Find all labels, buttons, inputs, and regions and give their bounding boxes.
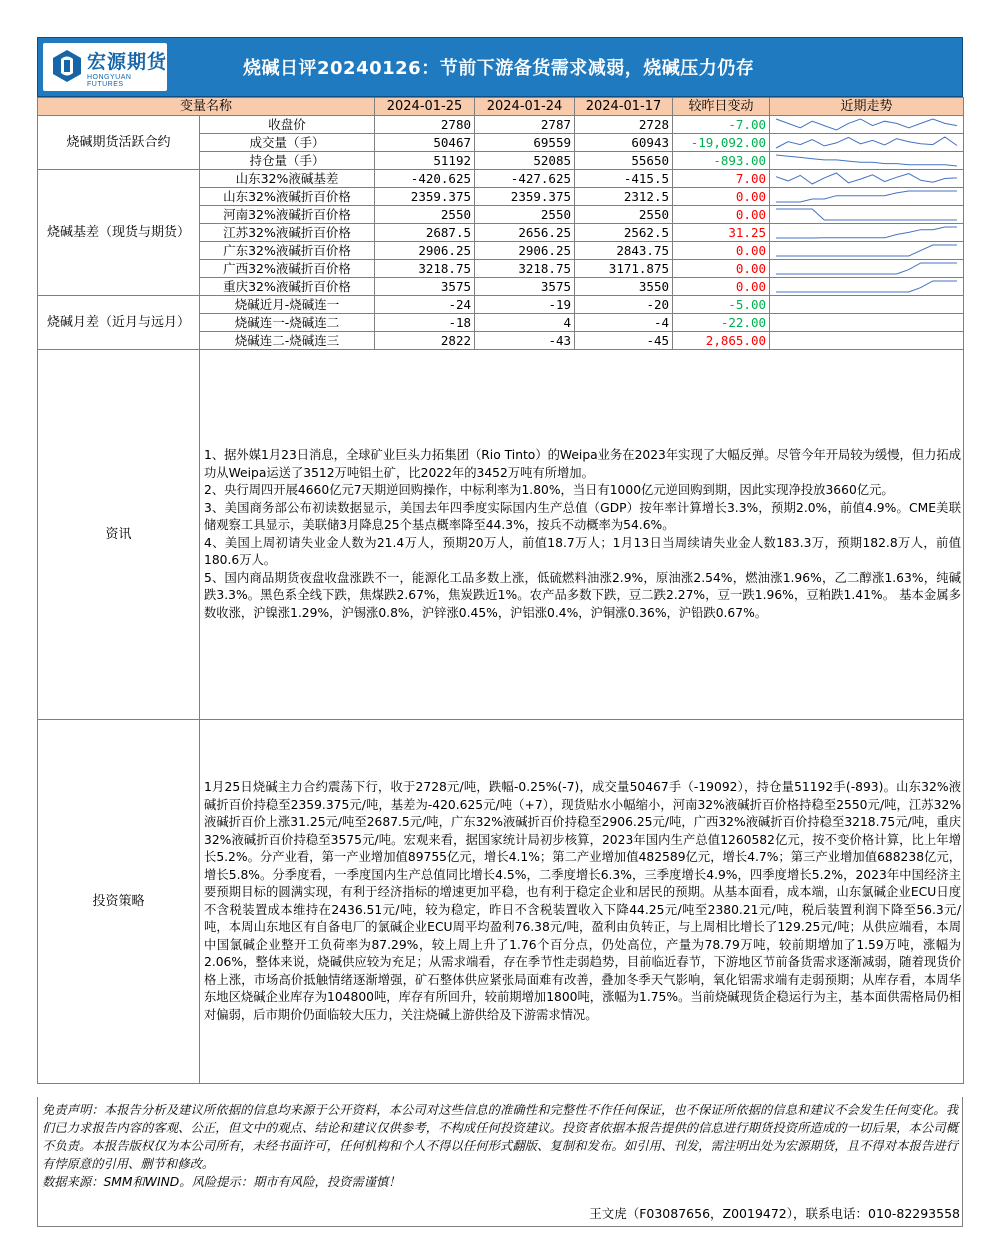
disclaimer-box: [37, 1097, 963, 1227]
indicator-name: 山东32%液碱基差: [200, 170, 375, 188]
group-label: 烧碱基差（现货与期货）: [38, 170, 200, 296]
indicator-value: 2359.375: [475, 188, 575, 206]
indicator-value: -4: [575, 314, 673, 332]
trend-sparkline: [770, 116, 964, 134]
sparkline-chart: [774, 152, 959, 169]
sparkline-series: [776, 281, 957, 292]
trend-sparkline: [770, 332, 964, 350]
table-row: [38, 296, 964, 314]
trend-sparkline: [770, 224, 964, 242]
indicator-name: 成交量（手）: [200, 134, 375, 152]
sparkline-series: [776, 173, 957, 184]
indicator-value: 2728: [575, 116, 673, 134]
daily-change: 7.00: [673, 170, 770, 188]
table-row: [38, 116, 964, 134]
strategy-label: 投资策略: [38, 720, 200, 1084]
sparkline-chart: [774, 278, 959, 295]
indicator-value: -427.625: [475, 170, 575, 188]
column-header: 近期走势: [770, 98, 964, 116]
column-header: 2024-01-25: [375, 98, 475, 116]
logo-english-name: HONGYUAN FUTURES: [87, 74, 132, 88]
sparkline-chart: [774, 116, 959, 133]
sparkline-series: [776, 263, 957, 274]
news-label: 资讯: [38, 350, 200, 720]
indicator-value: -18: [375, 314, 475, 332]
sparkline-series: [776, 119, 957, 130]
sparkline-chart: [774, 170, 959, 187]
trend-sparkline: [770, 152, 964, 170]
indicator-value: 2687.5: [375, 224, 475, 242]
indicator-value: 69559: [475, 134, 575, 152]
trend-sparkline: [770, 260, 964, 278]
news-item: 3、美国商务部公布初读数据显示，美国去年四季度实际国内生产总值（GDP）按年率计算增长3.3%，预期2.0%，前值4.9%。CME美联储观察工具显示，美联储3月降息25个基点概率降至44.3%，按兵不动概率为54.6%。: [204, 500, 962, 532]
daily-change: 0.00: [673, 188, 770, 206]
disclaimer-text: [42, 1101, 958, 1191]
daily-change: 31.25: [673, 224, 770, 242]
indicator-name: 江苏32%液碱折百价格: [200, 224, 375, 242]
trend-sparkline: [770, 206, 964, 224]
column-header: 较昨日变动: [673, 98, 770, 116]
indicator-value: 2550: [475, 206, 575, 224]
sparkline-series: [776, 209, 957, 220]
daily-change: -893.00: [673, 152, 770, 170]
indicator-name: 持仓量（手）: [200, 152, 375, 170]
trend-sparkline: [770, 278, 964, 296]
sparkline-series: [776, 137, 957, 148]
indicator-name: 广东32%液碱折百价格: [200, 242, 375, 260]
trend-sparkline: [770, 170, 964, 188]
trend-sparkline: [770, 134, 964, 152]
group-label: 烧碱期货活跃合约: [38, 116, 200, 170]
indicator-value: 4: [475, 314, 575, 332]
report-header: [37, 37, 963, 97]
indicator-name: 重庆32%液碱折百价格: [200, 278, 375, 296]
sparkline-chart: [774, 224, 959, 241]
daily-change: -22.00: [673, 314, 770, 332]
indicator-value: 51192: [375, 152, 475, 170]
indicator-value: 2312.5: [575, 188, 673, 206]
indicator-value: -415.5: [575, 170, 673, 188]
indicator-value: 3218.75: [375, 260, 475, 278]
indicator-value: 2359.375: [375, 188, 475, 206]
indicator-value: 52085: [475, 152, 575, 170]
daily-change: 2,865.00: [673, 332, 770, 350]
trend-sparkline: [770, 242, 964, 260]
indicator-value: 2843.75: [575, 242, 673, 260]
indicator-value: -43: [475, 332, 575, 350]
trend-sparkline: [770, 296, 964, 314]
column-header: 2024-01-24: [475, 98, 575, 116]
sparkline-chart: [774, 188, 959, 205]
indicator-value: 2906.25: [475, 242, 575, 260]
indicator-name: 烧碱近月-烧碱连一: [200, 296, 375, 314]
indicator-value: 2550: [375, 206, 475, 224]
indicator-value: 2822: [375, 332, 475, 350]
report-sheet: [37, 37, 963, 1221]
trend-sparkline: [770, 314, 964, 332]
news-item: 4、美国上周初请失业金人数为21.4万人，预期20万人，前值18.7万人；1月13日当周续请失业金人数183.3万，预期182.8万人，前值180.6万人。: [204, 535, 962, 567]
daily-change: 0.00: [673, 242, 770, 260]
sparkline-series: [776, 191, 957, 202]
daily-change: 0.00: [673, 260, 770, 278]
news-item: 5、国内商品期货夜盘收盘涨跌不一，能源化工品多数上涨，低硫燃料油涨2.9%，原油涨2.54%，燃油涨1.96%，乙二醇涨1.63%，纯碱跌3.3%。黑色系全线下跌，焦煤跌2.67%，焦炭跌近1%。农产品多数下跌，豆二跌2.27%，豆一跌1.96%，豆粕跌1.41%。 基本金属多数收涨，沪镍涨1.29%，沪锡涨0.8%，沪锌涨0.45%，沪铝涨0.4%，沪铜涨0.36%，沪铅跌0.67%。: [204, 570, 962, 620]
indicator-name: 烧碱连二-烧碱连三: [200, 332, 375, 350]
hongyuan-logo-icon: [51, 49, 83, 83]
news-content: [200, 350, 964, 720]
indicator-value: 3575: [375, 278, 475, 296]
indicator-value: 2906.25: [375, 242, 475, 260]
data-source-note: 数据来源：SMM和WIND。风险提示：期市有风险，投资需谨慎！: [42, 1175, 401, 1189]
column-header: 2024-01-17: [575, 98, 673, 116]
news-item: 1、据外媒1月23日消息，全球矿业巨头力拓集团（Rio Tinto）的Weipa业务在2023年实现了大幅反弹。尽管今年开局较为缓慢，但力拓成功从Weipa运送了3512万吨铝土矿，比2022年的3452万吨有所增加。: [204, 448, 962, 480]
indicator-value: -20: [575, 296, 673, 314]
strategy-row: [38, 720, 964, 1084]
group-label: 烧碱月差（近月与远月）: [38, 296, 200, 350]
strategy-content: 1月25日烧碱主力合约震荡下行，收于2728元/吨，跌幅-0.25%(-7)，成交量50467手（-19092），持仓量51192手(-893)。山东32%液碱折百价持稳至2359.375元/吨，基差为-420.625元/吨（+7），现货贴水小幅缩小，河南32%液碱折百价格持稳至2550元/吨，江苏32%液碱折百价上涨31.25元/吨至2687.5元/吨，广东32%液碱折百价持稳至2906.25元/吨，广西32%液碱折百价持稳至3218.75元/吨，重庆32%液碱折百价持稳至3575元/吨。宏观来看，据国家统计局初步核算，2023年国内生产总值1260582亿元，按不变价格计算，比上年增长5.2%。分产业看，第一产业增加值89755亿元，增长4.1%；第二产业增加值482589亿元，增长4.7%；第三产业增加值688238亿元，增长5.8%。分季度看，一季度国内生产总值同比增长4.5%，二季度增长6.3%，三季度增长4.9%，四季度增长5.2%，2023年中国经济主要预期目标的圆满实现，有利于经济指标的增速更加平稳，也有利于稳定企业和居民的预期。从基本面看，成本端，山东氯碱企业ECU日度不含税装置成本维持在2436.51元/吨，较为稳定，昨日不含税装置收入下降44.25元/吨至2380.21元/吨，税后装置利润下降至56.3元/吨，本周山东地区有自备电厂的氯碱企业ECU周平均盈利76.38元/吨，盈利由负转正，与上周相比增长了129.25元/吨；从供应端看，本周中国氯碱企业整开工负荷率为87.29%，较上周上升了1.76个百分点，仍处高位，产量为78.79万吨，较前期增加了1.59万吨，涨幅为2.06%，整体来说，烧碱供应较为充足；从需求端看，存在季节性走弱趋势，目前临近春节，下游地区节前备货需求逐渐减弱，随着现货价格上涨，市场高价抵触情绪逐渐增强，矿石整体供应紧张局面难有改善，叠加冬季天气影响，氧化铝需求端有走弱预期；从库存看，本周华东地区烧碱企业库存为104800吨，库存有所回升，较前期增加1800吨，涨幅为1.75%。当前烧碱现货企稳运行为主，基本面供需格局仍相对偏弱，后市期价仍面临较大压力，关注烧碱上游供给及下游需求情况。: [200, 720, 964, 1084]
daily-change: 0.00: [673, 278, 770, 296]
company-logo: [43, 43, 167, 91]
column-header-row: [38, 98, 964, 116]
daily-change: -19,092.00: [673, 134, 770, 152]
column-header: 变量名称: [38, 98, 375, 116]
indicator-value: 3550: [575, 278, 673, 296]
report-title: 烧碱日评20240126：节前下游备货需求减弱，烧碱压力仍存: [243, 58, 755, 79]
daily-change: -7.00: [673, 116, 770, 134]
analyst-contact: 王文虎（F03087656，Z0019472），联系电话：010-82293558: [589, 1206, 960, 1221]
sparkline-chart: [774, 260, 959, 277]
indicator-value: -420.625: [375, 170, 475, 188]
indicator-value: -19: [475, 296, 575, 314]
indicator-value: 55650: [575, 152, 673, 170]
indicator-value: -45: [575, 332, 673, 350]
sparkline-chart: [774, 206, 959, 223]
table-row: [38, 170, 964, 188]
trend-sparkline: [770, 188, 964, 206]
sparkline-series: [776, 227, 957, 238]
sparkline-series: [776, 155, 957, 166]
news-item: 2、央行周四开展4660亿元7天期逆回购操作，中标利率为1.80%，当日有1000亿元逆回购到期，因此实现净投放3660亿元。: [204, 483, 894, 497]
indicator-value: -24: [375, 296, 475, 314]
indicator-table: [37, 97, 964, 1084]
indicator-value: 2550: [575, 206, 673, 224]
sparkline-chart: [774, 242, 959, 259]
indicator-value: 3218.75: [475, 260, 575, 278]
indicator-value: 2780: [375, 116, 475, 134]
sparkline-chart: [774, 134, 959, 151]
indicator-value: 2562.5: [575, 224, 673, 242]
news-row: [38, 350, 964, 720]
sparkline-series: [776, 245, 957, 256]
daily-change: -5.00: [673, 296, 770, 314]
indicator-name: 山东32%液碱折百价格: [200, 188, 375, 206]
indicator-name: 收盘价: [200, 116, 375, 134]
logo-chinese-name: 宏源期货: [87, 51, 168, 73]
indicator-name: 河南32%液碱折百价格: [200, 206, 375, 224]
indicator-name: 烧碱连一-烧碱连二: [200, 314, 375, 332]
indicator-name: 广西32%液碱折百价格: [200, 260, 375, 278]
daily-change: 0.00: [673, 206, 770, 224]
indicator-value: 2787: [475, 116, 575, 134]
indicator-value: 2656.25: [475, 224, 575, 242]
indicator-value: 3171.875: [575, 260, 673, 278]
indicator-value: 50467: [375, 134, 475, 152]
indicator-value: 60943: [575, 134, 673, 152]
indicator-value: 3575: [475, 278, 575, 296]
disclaimer-body: 免责声明：本报告分析及建议所依据的信息均来源于公开资料，本公司对这些信息的准确性和完整性不作任何保证，也不保证所依据的信息和建议不会发生任何变化。我们已力求报告内容的客观、公正，但文中的观点、结论和建议仅供参考，不构成任何投资建议。投资者依据本报告提供的信息进行期货投资所造成的一切后果，本公司概不负责。本报告版权仅为本公司所有，未经书面许可，任何机构和个人不得以任何形式翻版、复制和发布。如引用、刊发，需注明出处为宏源期货，且不得对本报告进行有悖原意的引用、删节和修改。: [42, 1103, 958, 1171]
